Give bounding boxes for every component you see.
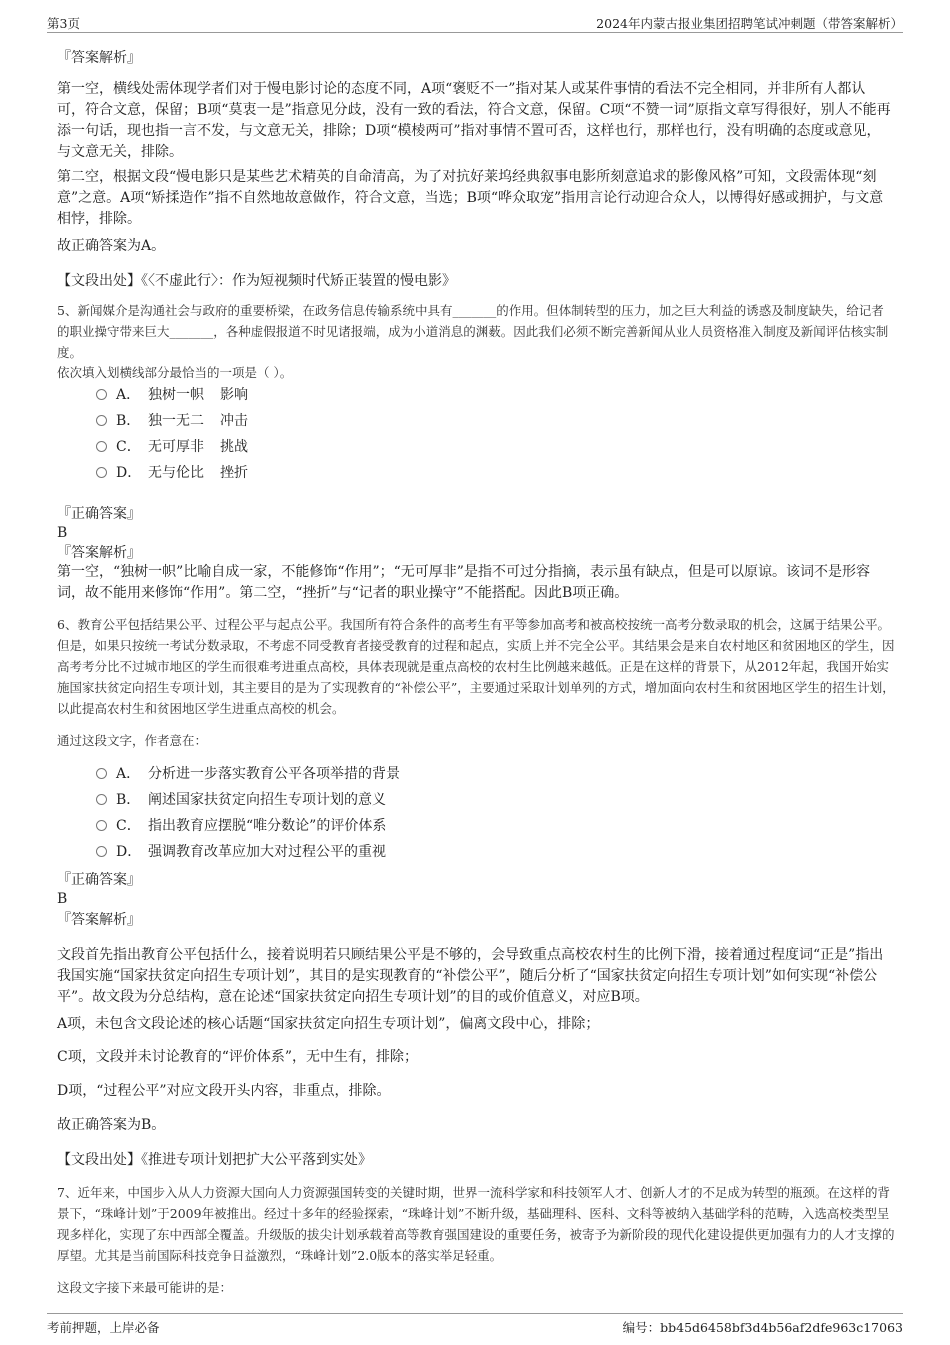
q4-source: 【文段出处】《〈不虚此行〉：作为短视频时代矫正装置的慢电影》	[57, 273, 456, 289]
q6-analysis-heading: 『答案解析』	[57, 912, 141, 928]
q5-analysis: 第一空，“独树一帜”比喻自成一家，不能修饰“作用”；“无可厚非”是指不可过分指摘，表示虽有缺点，但是可以原谅。该词不是形容词，故不能用来修饰“作用”。第二空，“挫折”与“记者的职业操守”不能搭配。因此B项正确。	[57, 564, 870, 601]
radio-icon[interactable]	[96, 820, 107, 831]
q6-analysis-a: A项，未包含文段论述的核心话题“国家扶贫定向招生专项计划”，偏离文段中心，排除；	[57, 1016, 600, 1032]
page-number: 第3页	[47, 16, 80, 31]
page-footer	[47, 1313, 903, 1336]
radio-icon[interactable]	[96, 846, 107, 857]
radio-icon[interactable]	[96, 441, 107, 452]
q4-conclusion: 故正确答案为A。	[57, 238, 166, 254]
q5-stem: 5、新闻媒介是沟通社会与政府的重要桥梁，在政务信息传输系统中具有_______的作用。但体制转型的压力，加之巨大利益的诱惑及制度缺失，给记者的职业操守带来巨大_______，各种虚假报道不时见诸报端，成为小道消息的渊薮。因此我们必须不断完善新闻从业人员资格准入制度及新闻评估核实制度。	[57, 303, 889, 360]
footer-motto: 考前押题，上岸必备	[47, 1320, 160, 1335]
q6-option-d[interactable]: D． 强调教育改革应加大对过程公平的重视	[96, 842, 386, 862]
q5-option-b[interactable]: B． 独一无二 冲击	[96, 411, 248, 431]
q5-analysis-heading: 『答案解析』	[57, 545, 141, 561]
q5-answer: B	[57, 525, 68, 541]
q5-option-c[interactable]: C． 无可厚非 挑战	[96, 437, 248, 457]
radio-icon[interactable]	[96, 794, 107, 805]
q6-option-a[interactable]: A． 分析进一步落实教育公平各项举措的背景	[96, 764, 400, 784]
q6-answer-heading: 『正确答案』	[57, 872, 141, 888]
q6-prompt: 通过这段文字，作者意在：	[57, 733, 208, 748]
q6-stem: 6、教育公平包括结果公平、过程公平与起点公平。我国所有符合条件的高考生有平等参加高考和被高校按统一高考分数录取的机会，这属于结果公平。但是，如果只按统一考试分数录取，不考虑不同受教育者接受教育的过程和起点，实质上并不完全公平。其结果会是来自农村地区和贫困地区的学生，因高考考分比不过城市地区的学生而很难考进重点高校，具体表现就是重点高校的农村生比例越来越低。正是在这样的背景下，从2012年起，我国开始实施国家扶贫定向招生专项计划，其主要目的是为了实现教育的“补偿公平”，主要通过采取计划单列的方式，增加面向农村生和贫困地区学生的招生计划，以此提高农村生和贫困地区学生进重点高校的机会。	[57, 617, 895, 716]
radio-icon[interactable]	[96, 768, 107, 779]
q4-analysis-heading: 『答案解析』	[57, 50, 141, 66]
q6-option-b[interactable]: B． 阐述国家扶贫定向招生专项计划的意义	[96, 790, 386, 810]
q6-answer: B	[57, 891, 68, 907]
q6-option-c[interactable]: C． 指出教育应摆脱“唯分数论”的评价体系	[96, 816, 386, 836]
q4-analysis-p2: 第二空，根据文段“慢电影只是某些艺术精英的自命清高，为了对抗好莱坞经典叙事电影所刻意追求的影像风格”可知，文段需体现“刻意”之意。A项“矫揉造作”指不自然地故意做作，符合文意，当选；B项“哗众取宠”指用言论行动迎合众人，以博得好感或拥护，与文意相悖，排除。	[57, 169, 884, 227]
document-code: 编号：bb45d6458bf3d4b56af2dfe963c17063	[622, 1320, 903, 1335]
q6-source: 【文段出处】《推进专项计划把扩大公平落到实处》	[57, 1152, 372, 1168]
radio-icon[interactable]	[96, 389, 107, 400]
radio-icon[interactable]	[96, 415, 107, 426]
q6-analysis-c: C项，文段并未讨论教育的“评价体系”，无中生有，排除；	[57, 1049, 419, 1065]
q4-analysis-p1: 第一空，横线处需体现学者们对于慢电影讨论的态度不同，A项“褒贬不一”指对某人或某件事情的看法不完全相同，并非所有人都认可，符合文意，保留；B项“莫衷一是”指意见分歧，没有一致的看法，符合文意，保留。C项“不赞一词”原指文章写得很好，别人不能再添一句话，现也指一言不发，与文意无关，排除；D项“模棱两可”指对事情不置可否，这样也行，那样也行，没有明确的态度或意见，与文意无关，排除。	[57, 81, 891, 160]
page-header	[47, 12, 903, 33]
q5-prompt: 依次填入划横线部分最恰当的一项是（ ）。	[57, 365, 293, 380]
q5-answer-heading: 『正确答案』	[57, 506, 141, 522]
q5-option-a[interactable]: A． 独树一帜 影响	[96, 385, 248, 405]
q6-analysis-p1: 文段首先指出教育公平包括什么，接着说明若只顾结果公平是不够的，会导致重点高校农村生的比例下滑，接着通过程度词“正是”指出我国实施“国家扶贫定向招生专项计划”，其目的是实现教育的“补偿公平”，随后分析了“国家扶贫定向招生专项计划”如何实现“补偿公平”。故文段为分总结构，意在论述“国家扶贫定向招生专项计划”的目的或价值意义，对应B项。	[57, 947, 884, 1005]
q7-stem: 7、近年来，中国步入从人力资源大国向人力资源强国转变的关键时期，世界一流科学家和科技领军人才、创新人才的不足成为转型的瓶颈。在这样的背景下，“珠峰计划”于2009年被推出。经过十多年的经验探索，“珠峰计划”不断升级，基础理科、医科、文科等被纳入基础学科的范畴，入选高校类型呈现多样化，实现了东中西部全覆盖。升级版的拔尖计划承载着高等教育强国建设的重要任务，被寄予为新阶段的现代化建设提供更加强有力的人才支撑的厚望。尤其是当前国际科技竞争日益激烈，“珠峰计划”2.0版本的落实举足轻重。	[57, 1185, 895, 1263]
radio-icon[interactable]	[96, 467, 107, 478]
q6-conclusion: 故正确答案为B。	[57, 1117, 166, 1133]
q7-prompt: 这段文字接下来最可能讲的是：	[57, 1280, 233, 1295]
document-title: 2024年内蒙古报业集团招聘笔试冲刺题（带答案解析）	[596, 16, 903, 31]
q6-analysis-d: D项，“过程公平”对应文段开头内容，非重点，排除。	[57, 1083, 391, 1099]
q5-option-d[interactable]: D． 无与伦比 挫折	[96, 463, 248, 483]
